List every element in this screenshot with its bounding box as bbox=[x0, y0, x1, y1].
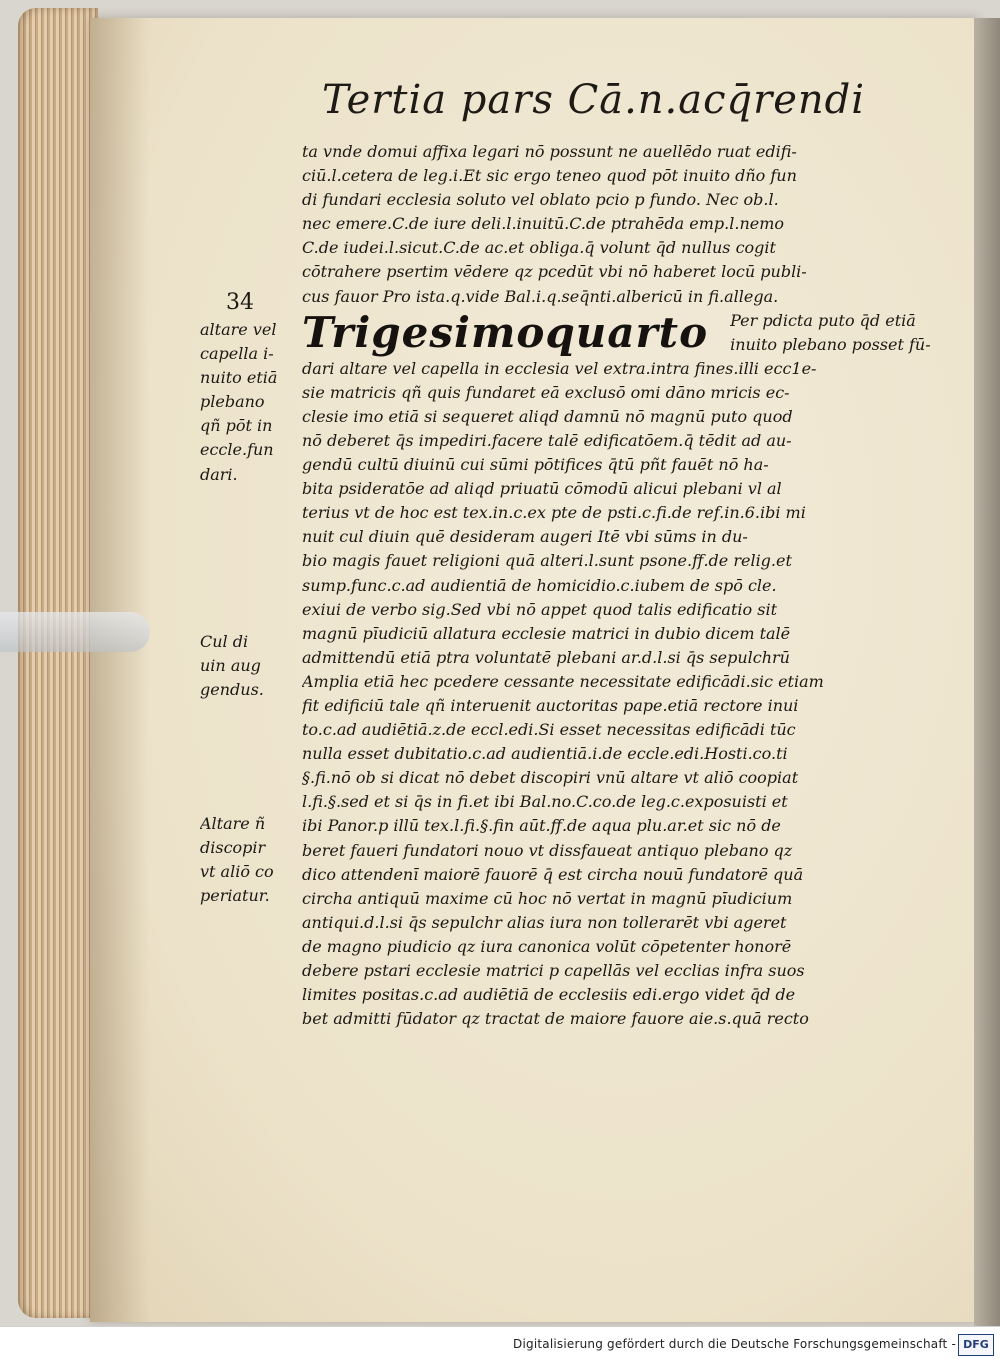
marginal-note-line: qñ pōt in bbox=[200, 416, 273, 436]
text-line: cus fauor Pro ista.q.vide Bal.i.q.seq̄nti.albericū in fi.allega. bbox=[302, 286, 779, 306]
page-clip bbox=[0, 612, 150, 652]
marginal-note-line: plebano bbox=[200, 392, 265, 412]
text-line: bita psideratōe ad aliqd priuatū cōmodū alicui plebani vl al bbox=[302, 479, 782, 499]
section-heading: Trigesimoquarto bbox=[302, 307, 709, 357]
marginal-note-line: Cul di bbox=[200, 632, 249, 651]
text-line: beret faueri fundatori nouo vt dissfaueat antiquo plebano qz bbox=[302, 840, 793, 860]
text-line: C.de iudei.l.sicut.C.de ac.et obliga.q̄ volunt q̄d nullus cogit bbox=[302, 238, 776, 258]
text-line: bet admitti fūdator qz tractat de maiore fauore aie.s.quā recto bbox=[302, 1009, 809, 1029]
text-line: admittendū etiā ptra voluntatē plebani ar.d.l.si q̄s sepulchrū bbox=[302, 647, 790, 667]
text-line: terius vt de hoc est tex.in.c.ex pte de psti.c.fi.de ref.in.6.ibi mi bbox=[302, 503, 806, 523]
margin-number: 34 bbox=[226, 290, 254, 315]
text-line: bio magis fauet religioni quā alteri.l.sunt psone.ff.de relig.et bbox=[302, 551, 792, 571]
text-line: debere pstari ecclesie matrici p capellās vel ecclias infra suos bbox=[302, 961, 805, 980]
text-line: antiqui.d.l.si q̄s sepulchr alias iura non tollerarēt vbi ageret bbox=[302, 912, 787, 932]
text-lines-main bbox=[302, 357, 922, 1032]
text-lines-top bbox=[302, 140, 922, 309]
text-line: nulla esset dubitatio.c.ad audientiā.i.de eccle.edi.Hosti.co.ti bbox=[302, 744, 788, 764]
marginal-note-line: capella i- bbox=[200, 344, 274, 364]
text-line: magnū pīudiciū allatura ecclesie matrici in dubio dicem talē bbox=[302, 623, 791, 643]
section-heading-row bbox=[302, 307, 931, 357]
text-line: Amplia etiā hec pcedere cessante necessitate edificādi.sic etiam bbox=[302, 671, 824, 691]
text-line: exiui de verbo sig.Sed vbi nō appet quod talis edificatio sit bbox=[302, 599, 777, 619]
marginal-note-line: vt aliō co bbox=[200, 862, 274, 882]
text-line: §.fi.nō ob si dicat nō debet discopiri vnū altare vt aliō coopiat bbox=[302, 768, 799, 788]
dfg-logo: DFG bbox=[958, 1334, 994, 1356]
text-line: l.fi.§.sed et si q̄s in fi.et ibi Bal.no.C.co.de leg.c.exposuisti et bbox=[302, 792, 788, 812]
text-line: Per pdicta puto q̄d etiā bbox=[730, 310, 916, 330]
marginal-note-2 bbox=[200, 630, 300, 702]
footer-credit: Digitalisierung gefördert durch die Deutsche Forschungsgemeinschaft - bbox=[513, 1337, 956, 1351]
text-line: dico attendenī maiorē fauorē q̄ est circha nouū fundatorē quā bbox=[302, 864, 804, 884]
text-line: nō deberet q̄s impediri.facere talē edificatōem.q̄ tēdit ad au- bbox=[302, 430, 792, 450]
text-line: sie matricis qñ quis fundaret eā exclusō omi dāno mricis ec- bbox=[302, 382, 790, 402]
text-line: nuit cul diuin quē desideram augeri Itē vbi sūms in du- bbox=[302, 527, 748, 547]
marginal-note-line: nuito etiā bbox=[200, 368, 278, 388]
text-line: circha antiquū maxime cū hoc nō vertat in magnū pīudicium bbox=[302, 888, 793, 908]
book-page-edges bbox=[18, 8, 98, 1318]
marginal-note-3 bbox=[200, 812, 300, 908]
text-line: fit edificiū tale qñ interuenit auctoritas pape.etiā rectore inui bbox=[302, 695, 799, 715]
text-line: ibi Panor.p illū tex.l.fi.§.fin aūt.ff.de aqua plu.ar.et sic nō de bbox=[302, 816, 781, 836]
marginal-note-line: uin aug bbox=[200, 656, 261, 676]
text-line: di fundari ecclesia soluto vel oblato pcio p fundo. Nec ob.l. bbox=[302, 190, 779, 210]
marginal-note-line: eccle.fun bbox=[200, 440, 274, 460]
book-right-edge bbox=[974, 18, 1000, 1326]
text-line: cōtrahere psertim vēdere qz pcedūt vbi nō haberet locū publi- bbox=[302, 262, 807, 282]
marginal-note-line: Altare ñ bbox=[200, 814, 266, 833]
marginal-note-line: dari. bbox=[200, 464, 238, 484]
gutter-shadow bbox=[90, 18, 150, 1322]
text-line: inuito plebano posset fū- bbox=[730, 334, 931, 354]
text-line: limites positas.c.ad audiētiā de ecclesiis edi.ergo videt q̄d de bbox=[302, 985, 796, 1005]
text-line: ta vnde domui affixa legari nō possunt ne auellēdo ruat edifi- bbox=[302, 142, 797, 161]
text-line: gendū cultū diuinū cui sūmi pōtifices q̄tū pñt fauēt nō ha- bbox=[302, 455, 769, 475]
text-line: clesie imo etiā si sequeret aliqd damnū nō magnū puto quod bbox=[302, 406, 793, 426]
running-head: Tertia pars Cā.n.acq̄rendi bbox=[322, 77, 866, 123]
marginal-note-line: altare vel bbox=[200, 320, 277, 339]
text-line: de magno piudicio qz iura canonica volūt cōpetenter honorē bbox=[302, 936, 792, 956]
marginal-note-line: gendus. bbox=[200, 680, 264, 700]
marginal-note-line: periatur. bbox=[200, 886, 270, 906]
marginal-note-line: discopir bbox=[200, 838, 266, 858]
heading-side-lines bbox=[730, 309, 931, 357]
text-line: ciū.l.cetera de leg.i.Et sic ergo teneo quod pōt inuito dño fun bbox=[302, 166, 797, 186]
main-text-block bbox=[302, 140, 931, 1031]
digitization-footer bbox=[0, 1326, 1000, 1361]
text-line: nec emere.C.de iure deli.l.inuitū.C.de ptrahēda emp.l.nemo bbox=[302, 214, 785, 234]
text-line: sump.func.c.ad audientiā de homicidio.c.iubem de spō cle. bbox=[302, 575, 777, 595]
marginal-note-1 bbox=[200, 318, 300, 487]
text-line: dari altare vel capella in ecclesia vel extra.intra fines.illi ecc1e- bbox=[302, 358, 817, 378]
text-line: to.c.ad audiētiā.z.de eccl.edi.Si esset necessitas edificādi tūc bbox=[302, 720, 796, 740]
